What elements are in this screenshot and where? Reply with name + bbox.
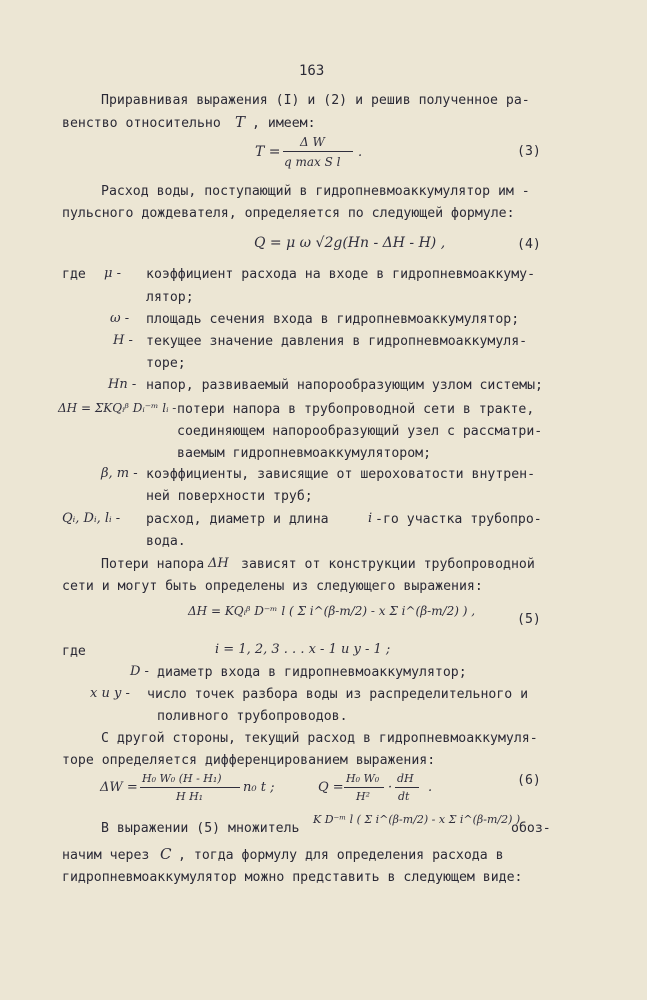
paragraph-5-line-1a: В выражении (5) множитель bbox=[101, 821, 300, 836]
equation-6-number: (6) bbox=[517, 773, 541, 788]
equation-6-q-lhs: Q = bbox=[318, 780, 344, 795]
equation-6-denominator: H H₁ bbox=[176, 790, 204, 803]
definition-beta-m-line-1: коэффициенты, зависящие от шероховатости внутрен- bbox=[146, 467, 536, 482]
equation-3-number: (3) bbox=[517, 144, 541, 159]
symbol-q-d-l: Qᵢ, Dᵢ, lᵢ - bbox=[62, 511, 121, 526]
symbol-h: H - bbox=[113, 333, 133, 348]
definition-q-d-l-line-1b: -го участка трубопро- bbox=[375, 512, 542, 527]
where-label: где bbox=[62, 267, 86, 282]
index-range: i = 1, 2, 3 . . . x - 1 и y - 1 ; bbox=[215, 642, 391, 657]
paragraph-5-multiplier-formula: K D⁻ᵐ l ( Σ i^(β-m/2) - x Σ i^(β-m/2) ) bbox=[313, 813, 521, 826]
symbol-d: D - bbox=[130, 664, 149, 679]
equation-6-fraction-bar bbox=[140, 787, 240, 788]
symbol-delta-h-inline: ΔH bbox=[208, 556, 229, 571]
equation-6-middle: n₀ t ; bbox=[243, 780, 275, 795]
equation-6-q-fraction-bar bbox=[344, 787, 384, 788]
equation-3-fraction-bar bbox=[283, 151, 353, 152]
definition-d: диаметр входа в гидропневмоаккумулятор; bbox=[157, 665, 467, 680]
equation-6-d-denominator: dt bbox=[398, 790, 410, 803]
equation-6-q-denominator: H² bbox=[356, 790, 371, 803]
symbol-mu: μ - bbox=[104, 266, 121, 281]
paragraph-4-line-1: С другой стороны, текущий расход в гидропневмоаккумуля- bbox=[101, 731, 538, 746]
symbol-c: C bbox=[160, 845, 172, 863]
equation-6-numerator: H₀ W₀ (H - H₁) bbox=[142, 772, 222, 785]
symbol-beta-m: β, m - bbox=[101, 466, 138, 481]
paragraph-3-line-2: сети и могут быть определены из следующего выражения: bbox=[62, 579, 483, 594]
paragraph-3-line-1a: Потери напора bbox=[101, 557, 205, 572]
symbol-i: i bbox=[368, 511, 373, 526]
equation-5-formula: ΔH = KQᵢᵝ D⁻ᵐ l ( Σ i^(β-m/2) - x Σ i^(β-m/2) ) , bbox=[188, 604, 476, 618]
equation-6-q-numerator: H₀ W₀ bbox=[346, 772, 380, 785]
definition-omega: площадь сечения входа в гидропневмоаккумулятор; bbox=[146, 312, 520, 327]
paragraph-2-line-2: пульсного дождевателя, определяется по следующей формуле: bbox=[62, 206, 515, 221]
definition-x-y-line-1: число точек разбора воды из распределительного и bbox=[147, 687, 529, 702]
equation-3-numerator: Δ W bbox=[300, 135, 325, 149]
equation-6-d-numerator: dH bbox=[397, 772, 414, 785]
paragraph-3-line-1b: зависят от конструкции трубопроводной bbox=[241, 557, 535, 572]
paragraph-5-line-1b: обоз- bbox=[511, 821, 551, 836]
equation-4-formula: Q = μ ω √2g(Hп - ΔH - H) , bbox=[254, 235, 446, 251]
equation-3-dot: . bbox=[358, 145, 363, 160]
variable-t: T bbox=[235, 113, 246, 131]
definition-mu-line-2: лятор; bbox=[146, 290, 194, 305]
definition-q-d-l-line-2: вода. bbox=[146, 534, 186, 549]
paragraph-1-tail: , имеем: bbox=[252, 116, 316, 131]
definition-hn: напор, развиваемый напорообразующим узлом системы; bbox=[146, 378, 543, 393]
paragraph-5-line-2a: начим через bbox=[62, 848, 150, 863]
symbol-omega: ω - bbox=[110, 311, 130, 326]
definition-beta-m-line-2: ней поверхности труб; bbox=[146, 489, 313, 504]
definition-delta-h-line-2: соединяющем напорообразующий узел с рассматри- bbox=[177, 424, 543, 439]
definition-delta-h-line-3: ваемым гидропневмоаккумулятором; bbox=[177, 446, 432, 461]
paragraph-4-line-2: торе определяется дифференцированием выражения: bbox=[62, 753, 436, 768]
paragraph-5-line-3: гидропневмоаккумулятор можно представить в следующем виде: bbox=[62, 870, 523, 885]
symbol-x-y: x и y - bbox=[90, 686, 130, 701]
definition-delta-h-line-1: потери напора в трубопроводной сети в тракте, bbox=[177, 402, 535, 417]
equation-6-lhs: ΔW = bbox=[100, 780, 138, 795]
equation-3-denominator: q max S l bbox=[284, 155, 341, 169]
symbol-hn: Hп - bbox=[108, 377, 137, 392]
definition-mu-line-1: коэффициент расхода на входе в гидропневмоаккуму- bbox=[146, 267, 536, 282]
paragraph-1-line-1: Приравнивая выражения (I) и (2) и решив полученное ра- bbox=[101, 93, 530, 108]
symbol-delta-h: ΔH = ΣKQᵢᵝ Dᵢ⁻ᵐ lᵢ - bbox=[58, 401, 177, 415]
paragraph-5-line-2b: , тогда формулу для определения расхода в bbox=[178, 848, 504, 863]
definition-q-d-l-line-1a: расход, диаметр и длина bbox=[146, 512, 329, 527]
equation-3-lhs: T = bbox=[255, 144, 281, 160]
paragraph-1-line-2: венство относительно bbox=[62, 116, 221, 131]
paragraph-2-line-1: Расход воды, поступающий в гидропневмоаккумулятор им - bbox=[101, 184, 530, 199]
definition-x-y-line-2: поливного трубопроводов. bbox=[157, 709, 348, 724]
equation-5-number: (5) bbox=[517, 612, 541, 627]
equation-6-end: . bbox=[428, 780, 433, 795]
equation-6-d-fraction-bar bbox=[395, 787, 419, 788]
equation-6-dot: · bbox=[388, 780, 393, 795]
where-label-2: где bbox=[62, 644, 86, 659]
equation-4-number: (4) bbox=[517, 237, 541, 252]
definition-h-line-1: текущее значение давления в гидропневмоаккумуля- bbox=[146, 334, 528, 349]
page-number: 163 bbox=[299, 63, 325, 79]
definition-h-line-2: торе; bbox=[146, 356, 186, 371]
